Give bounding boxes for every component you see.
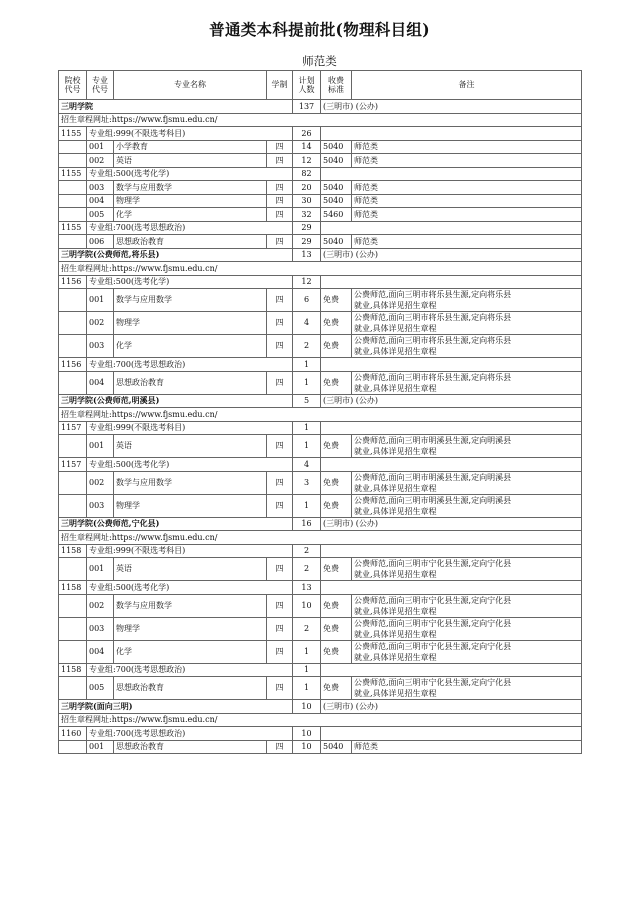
major-note-line2: 就业,具体详见招生章程 (354, 570, 437, 579)
institution-name: 三明学院(公费师范,明溪县) (59, 394, 293, 408)
institution-name: 三明学院(面向三明) (59, 700, 293, 714)
group-empty (321, 727, 582, 741)
major-duration: 四 (267, 558, 293, 581)
table-body (59, 100, 582, 754)
major-note (352, 617, 582, 640)
major-fee: 免费 (321, 494, 352, 517)
school-code-cell (59, 208, 87, 222)
major-name: 思想政治教育 (114, 235, 267, 249)
major-note-line2: 就业,具体详见招生章程 (354, 652, 437, 662)
school-code-cell (59, 371, 87, 394)
group-label: 专业组:500(选考化学) (87, 167, 293, 181)
major-note (352, 312, 582, 335)
major-code: 003 (87, 494, 114, 517)
group-label: 专业组:500(选考化学) (87, 275, 293, 289)
major-duration: 四 (267, 140, 293, 154)
header-note: 备注 (352, 71, 582, 100)
major-plan: 2 (293, 335, 321, 358)
major-fee: 免费 (321, 289, 352, 312)
website-row (59, 531, 582, 545)
major-fee: 免费 (321, 335, 352, 358)
group-empty (321, 221, 582, 235)
major-code: 002 (87, 594, 114, 617)
major-group-row (59, 663, 582, 677)
school-code-cell (59, 181, 87, 195)
group-empty (321, 275, 582, 289)
header-duration: 学制 (267, 71, 293, 100)
major-duration: 四 (267, 677, 293, 700)
major-code: 001 (87, 435, 114, 458)
major-plan: 1 (293, 640, 321, 663)
school-code-cell (59, 640, 87, 663)
major-row (59, 471, 582, 494)
major-row (59, 640, 582, 663)
major-group-row (59, 458, 582, 472)
group-code: 1160 (59, 727, 87, 741)
major-name: 物理学 (114, 194, 267, 208)
major-note-line2: 就业,具体详见招生章程 (354, 483, 437, 493)
major-note-line2: 就业,具体详见招生章程 (354, 324, 437, 333)
group-label: 专业组:500(选考化学) (87, 458, 293, 472)
major-plan: 10 (293, 740, 321, 754)
school-code-cell (59, 617, 87, 640)
major-plan: 3 (293, 471, 321, 494)
major-row (59, 371, 582, 394)
major-note-line2: 就业,具体详见招生章程 (354, 447, 437, 456)
major-name: 化学 (114, 640, 267, 663)
header-fee: 收费 标准 (321, 71, 352, 100)
major-duration: 四 (267, 617, 293, 640)
admission-website: 招生章程网址:https://www.fjsmu.edu.cn/ (59, 262, 582, 276)
admission-website: 招生章程网址:https://www.fjsmu.edu.cn/ (59, 531, 582, 545)
major-fee: 免费 (321, 371, 352, 394)
major-plan: 30 (293, 194, 321, 208)
major-plan: 10 (293, 594, 321, 617)
institution-row (59, 394, 582, 408)
major-fee: 免费 (321, 312, 352, 335)
major-note (352, 435, 582, 458)
major-note-line1: 公费师范,面向三明市明溪县生源,定向明溪县 (354, 495, 512, 505)
major-code: 001 (87, 289, 114, 312)
school-code-cell (59, 558, 87, 581)
major-note: 师范类 (352, 740, 582, 754)
major-row (59, 435, 582, 458)
major-name: 数学与应用数学 (114, 471, 267, 494)
major-fee: 免费 (321, 640, 352, 663)
major-group-row (59, 358, 582, 372)
major-fee: 5040 (321, 140, 352, 154)
major-name: 数学与应用数学 (114, 289, 267, 312)
major-row (59, 740, 582, 754)
major-row (59, 312, 582, 335)
major-row (59, 677, 582, 700)
major-name: 物理学 (114, 312, 267, 335)
major-fee: 5040 (321, 154, 352, 168)
website-row (59, 408, 582, 422)
major-plan: 1 (293, 494, 321, 517)
major-row (59, 194, 582, 208)
major-note: 师范类 (352, 208, 582, 222)
major-duration: 四 (267, 312, 293, 335)
admission-table (58, 70, 582, 754)
major-plan: 14 (293, 140, 321, 154)
major-row (59, 558, 582, 581)
group-code: 1158 (59, 544, 87, 558)
major-group-row (59, 581, 582, 595)
institution-note: (三明市) (公办) (321, 248, 582, 262)
school-code-cell (59, 494, 87, 517)
major-note-line1: 公费师范,面向三明市宁化县生源,定向宁化县 (354, 559, 512, 568)
school-code-cell (59, 471, 87, 494)
school-code-cell (59, 677, 87, 700)
major-code: 003 (87, 181, 114, 195)
major-plan: 1 (293, 677, 321, 700)
major-note-line2: 就业,具体详见招生章程 (354, 689, 437, 698)
group-plan-count: 10 (293, 727, 321, 741)
major-name: 化学 (114, 335, 267, 358)
major-name: 小学教育 (114, 140, 267, 154)
school-code-cell (59, 740, 87, 754)
header-plan: 计划 人数 (293, 71, 321, 100)
major-note-line1: 公费师范,面向三明市明溪县生源,定向明溪县 (354, 436, 512, 445)
major-note-line1: 公费师范,面向三明市将乐县生源,定向将乐县 (354, 372, 512, 382)
school-code-cell (59, 435, 87, 458)
group-plan-count: 1 (293, 421, 321, 435)
major-group-row (59, 221, 582, 235)
group-label: 专业组:500(选考化学) (87, 581, 293, 595)
website-row (59, 113, 582, 127)
institution-note: (三明市) (公办) (321, 394, 582, 408)
group-code: 1155 (59, 221, 87, 235)
group-code: 1158 (59, 581, 87, 595)
group-empty (321, 458, 582, 472)
institution-name: 三明学院(公费师范,将乐县) (59, 248, 293, 262)
major-row (59, 494, 582, 517)
major-name: 数学与应用数学 (114, 181, 267, 195)
major-name: 物理学 (114, 617, 267, 640)
major-duration: 四 (267, 235, 293, 249)
major-duration: 四 (267, 181, 293, 195)
group-plan-count: 4 (293, 458, 321, 472)
school-code-cell (59, 194, 87, 208)
major-duration: 四 (267, 494, 293, 517)
group-plan-count: 1 (293, 663, 321, 677)
school-code-cell (59, 312, 87, 335)
major-duration: 四 (267, 194, 293, 208)
major-code: 003 (87, 617, 114, 640)
major-note (352, 471, 582, 494)
institution-note: (三明市) (公办) (321, 517, 582, 531)
major-fee: 免费 (321, 558, 352, 581)
major-code: 002 (87, 154, 114, 168)
institution-plan-count: 13 (293, 248, 321, 262)
institution-plan-count: 10 (293, 700, 321, 714)
major-duration: 四 (267, 371, 293, 394)
institution-row (59, 248, 582, 262)
major-note (352, 289, 582, 312)
major-row (59, 617, 582, 640)
major-plan: 20 (293, 181, 321, 195)
major-note-line1: 公费师范,面向三明市将乐县生源,定向将乐县 (354, 290, 512, 299)
major-name: 英语 (114, 154, 267, 168)
major-code: 006 (87, 235, 114, 249)
header-major-name: 专业名称 (114, 71, 267, 100)
institution-plan-count: 137 (293, 100, 321, 114)
group-label: 专业组:999(不限选考科目) (87, 127, 293, 141)
major-group-row (59, 727, 582, 741)
major-fee: 5040 (321, 194, 352, 208)
page-title: 普通类本科提前批(物理科目组) (209, 20, 430, 39)
group-plan-count: 29 (293, 221, 321, 235)
major-note-line1: 公费师范,面向三明市将乐县生源,定向将乐县 (354, 336, 512, 345)
page-subtitle: 师范类 (302, 54, 337, 68)
major-note (352, 494, 582, 517)
major-code: 001 (87, 558, 114, 581)
major-note-line2: 就业,具体详见招生章程 (354, 301, 437, 310)
major-note-line1: 公费师范,面向三明市宁化县生源,定向宁化县 (354, 678, 512, 687)
major-note-line1: 公费师范,面向三明市将乐县生源,定向将乐县 (354, 313, 512, 322)
group-code: 1156 (59, 358, 87, 372)
school-code-cell (59, 594, 87, 617)
website-row (59, 262, 582, 276)
major-note-line1: 公费师范,面向三明市宁化县生源,定向宁化县 (354, 595, 512, 605)
institution-name: 三明学院(公费师范,宁化县) (59, 517, 293, 531)
admission-website: 招生章程网址:https://www.fjsmu.edu.cn/ (59, 408, 582, 422)
school-code-cell (59, 154, 87, 168)
major-duration: 四 (267, 740, 293, 754)
major-name: 思想政治教育 (114, 740, 267, 754)
major-fee: 5040 (321, 740, 352, 754)
major-row (59, 154, 582, 168)
admission-website: 招生章程网址:https://www.fjsmu.edu.cn/ (59, 113, 582, 127)
table-header (59, 71, 582, 100)
group-code: 1157 (59, 458, 87, 472)
major-group-row (59, 275, 582, 289)
group-label: 专业组:700(选考思想政治) (87, 221, 293, 235)
major-note-line2: 就业,具体详见招生章程 (354, 347, 437, 356)
major-fee: 免费 (321, 471, 352, 494)
institution-row (59, 100, 582, 114)
major-row (59, 235, 582, 249)
group-label: 专业组:999(不限选考科目) (87, 421, 293, 435)
school-code-cell (59, 140, 87, 154)
header-major-code: 专业 代号 (87, 71, 114, 100)
major-code: 004 (87, 194, 114, 208)
major-duration: 四 (267, 640, 293, 663)
group-empty (321, 167, 582, 181)
website-row (59, 713, 582, 727)
institution-plan-count: 16 (293, 517, 321, 531)
group-label: 专业组:700(选考思想政治) (87, 358, 293, 372)
group-plan-count: 1 (293, 358, 321, 372)
group-plan-count: 26 (293, 127, 321, 141)
major-code: 004 (87, 371, 114, 394)
major-plan: 6 (293, 289, 321, 312)
major-plan: 12 (293, 154, 321, 168)
major-fee: 免费 (321, 677, 352, 700)
major-name: 英语 (114, 558, 267, 581)
group-empty (321, 421, 582, 435)
group-code: 1155 (59, 127, 87, 141)
major-group-row (59, 421, 582, 435)
major-note-line2: 就业,具体详见招生章程 (354, 606, 437, 616)
major-fee: 5460 (321, 208, 352, 222)
major-code: 002 (87, 312, 114, 335)
group-empty (321, 663, 582, 677)
major-group-row (59, 167, 582, 181)
major-fee: 免费 (321, 594, 352, 617)
major-note: 师范类 (352, 154, 582, 168)
major-note (352, 594, 582, 617)
major-name: 物理学 (114, 494, 267, 517)
major-duration: 四 (267, 435, 293, 458)
group-empty (321, 544, 582, 558)
major-note-line1: 公费师范,面向三明市宁化县生源,定向宁化县 (354, 618, 512, 628)
major-note-line2: 就业,具体详见招生章程 (354, 383, 437, 393)
major-plan: 1 (293, 435, 321, 458)
major-duration: 四 (267, 208, 293, 222)
major-fee: 5040 (321, 235, 352, 249)
institution-row (59, 517, 582, 531)
group-empty (321, 581, 582, 595)
major-note (352, 640, 582, 663)
school-code-cell (59, 235, 87, 249)
group-empty (321, 127, 582, 141)
major-duration: 四 (267, 154, 293, 168)
major-row (59, 208, 582, 222)
major-fee: 免费 (321, 617, 352, 640)
major-note: 师范类 (352, 194, 582, 208)
major-plan: 32 (293, 208, 321, 222)
institution-row (59, 700, 582, 714)
major-note: 师范类 (352, 235, 582, 249)
group-plan-count: 82 (293, 167, 321, 181)
major-note (352, 371, 582, 394)
major-duration: 四 (267, 289, 293, 312)
major-duration: 四 (267, 471, 293, 494)
major-code: 001 (87, 740, 114, 754)
institution-name: 三明学院 (59, 100, 293, 114)
major-name: 英语 (114, 435, 267, 458)
major-note: 师范类 (352, 140, 582, 154)
major-note-line2: 就业,具体详见招生章程 (354, 629, 437, 639)
major-plan: 2 (293, 558, 321, 581)
major-name: 化学 (114, 208, 267, 222)
major-note (352, 558, 582, 581)
group-label: 专业组:700(选考思想政治) (87, 663, 293, 677)
group-label: 专业组:999(不限选考科目) (87, 544, 293, 558)
group-code: 1155 (59, 167, 87, 181)
group-empty (321, 358, 582, 372)
major-row (59, 594, 582, 617)
major-code: 005 (87, 208, 114, 222)
major-row (59, 181, 582, 195)
group-code: 1156 (59, 275, 87, 289)
group-plan-count: 12 (293, 275, 321, 289)
major-note (352, 677, 582, 700)
school-code-cell (59, 289, 87, 312)
major-note (352, 335, 582, 358)
major-duration: 四 (267, 335, 293, 358)
major-row (59, 140, 582, 154)
group-plan-count: 2 (293, 544, 321, 558)
major-code: 001 (87, 140, 114, 154)
major-note-line2: 就业,具体详见招生章程 (354, 506, 437, 516)
major-code: 005 (87, 677, 114, 700)
header-school-code: 院校 代号 (59, 71, 87, 100)
major-plan: 1 (293, 371, 321, 394)
institution-note: (三明市) (公办) (321, 700, 582, 714)
institution-note: (三明市) (公办) (321, 100, 582, 114)
major-fee: 5040 (321, 181, 352, 195)
major-duration: 四 (267, 594, 293, 617)
group-code: 1158 (59, 663, 87, 677)
major-fee: 免费 (321, 435, 352, 458)
group-code: 1157 (59, 421, 87, 435)
major-note: 师范类 (352, 181, 582, 195)
major-plan: 4 (293, 312, 321, 335)
major-name: 数学与应用数学 (114, 594, 267, 617)
admission-website: 招生章程网址:https://www.fjsmu.edu.cn/ (59, 713, 582, 727)
group-label: 专业组:700(选考思想政治) (87, 727, 293, 741)
major-plan: 2 (293, 617, 321, 640)
major-plan: 29 (293, 235, 321, 249)
major-name: 思想政治教育 (114, 677, 267, 700)
major-row (59, 335, 582, 358)
major-note-line1: 公费师范,面向三明市宁化县生源,定向宁化县 (354, 641, 512, 651)
school-code-cell (59, 335, 87, 358)
major-code: 004 (87, 640, 114, 663)
major-code: 002 (87, 471, 114, 494)
major-note-line1: 公费师范,面向三明市明溪县生源,定向明溪县 (354, 472, 512, 482)
major-group-row (59, 544, 582, 558)
major-group-row (59, 127, 582, 141)
major-code: 003 (87, 335, 114, 358)
major-row (59, 289, 582, 312)
group-plan-count: 13 (293, 581, 321, 595)
institution-plan-count: 5 (293, 394, 321, 408)
major-name: 思想政治教育 (114, 371, 267, 394)
